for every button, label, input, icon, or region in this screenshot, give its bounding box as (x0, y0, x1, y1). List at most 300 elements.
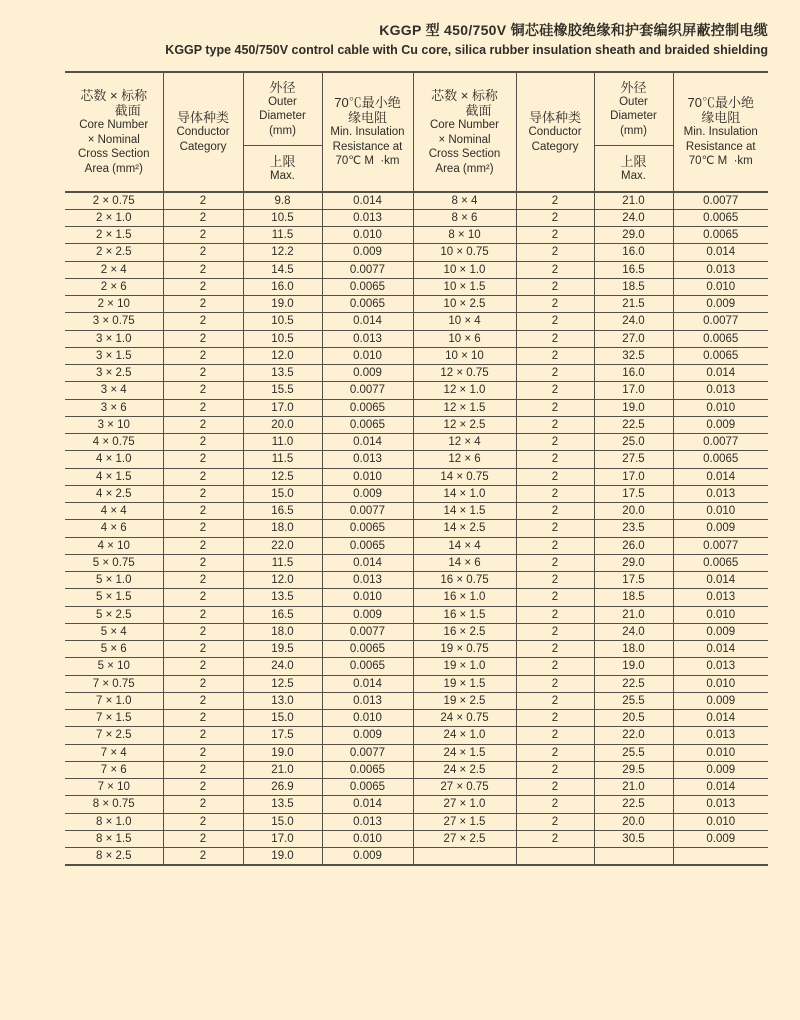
cell-core-spec: 7 × 1.5 (65, 710, 163, 727)
title-block (0, 0, 800, 58)
cell-insulation-resistance: 0.0065 (673, 451, 768, 468)
cell-core-spec: 14 × 0.75 (413, 468, 516, 485)
header-line-zh: 导体种类 (176, 110, 229, 125)
cell-conductor-category: 2 (516, 296, 594, 313)
cell-outer-diameter: 10.5 (243, 313, 322, 330)
cell-core-spec: 14 × 1.5 (413, 503, 516, 520)
header-line-en: Core Number (429, 119, 500, 131)
cell-core-spec: 10 × 6 (413, 330, 516, 347)
header-line-en: Diameter (259, 110, 306, 122)
cell-core-spec: 27 × 0.75 (413, 779, 516, 796)
cell-conductor-category: 2 (163, 623, 243, 640)
cell-core-spec: 10 × 0.75 (413, 244, 516, 261)
cell-insulation-resistance: 0.014 (673, 468, 768, 485)
cell-outer-diameter: 25.5 (594, 692, 673, 709)
cell-conductor-category: 2 (516, 209, 594, 226)
cell-core-spec: 19 × 2.5 (413, 692, 516, 709)
header-conductor-right (516, 72, 594, 192)
cell-core-spec: 3 × 10 (65, 416, 163, 433)
table-row (65, 330, 768, 347)
cell-outer-diameter: 12.5 (243, 468, 322, 485)
cell-core-spec: 8 × 0.75 (65, 796, 163, 813)
header-line-en: 70℃ M ·km (688, 155, 753, 168)
cell-insulation-resistance: 0.0065 (322, 537, 413, 554)
cell-insulation-resistance: 0.0077 (673, 192, 768, 209)
cell-conductor-category: 2 (516, 623, 594, 640)
cell-insulation-resistance: 0.0077 (673, 434, 768, 451)
cell-outer-diameter: 20.0 (594, 503, 673, 520)
table-row (65, 416, 768, 433)
header-max-left (243, 145, 322, 192)
table-row (65, 434, 768, 451)
cell-insulation-resistance: 0.009 (322, 727, 413, 744)
cell-conductor-category: 2 (516, 554, 594, 571)
cell-conductor-category: 2 (163, 227, 243, 244)
cell-core-spec: 8 × 1.5 (65, 830, 163, 847)
cell-core-spec: 8 × 4 (413, 192, 516, 209)
table-row (65, 761, 768, 778)
cell-outer-diameter: 23.5 (594, 520, 673, 537)
header-line-zh: 外径 (269, 79, 296, 95)
cell-conductor-category: 2 (163, 313, 243, 330)
cell-outer-diameter: 12.0 (243, 347, 322, 364)
cell-core-spec: 5 × 1.0 (65, 572, 163, 589)
cell-insulation-resistance: 0.014 (673, 779, 768, 796)
cell-outer-diameter: 15.0 (243, 485, 322, 502)
cell-core-spec: 2 × 1.5 (65, 227, 163, 244)
header-diameter-right (594, 72, 673, 145)
cell-outer-diameter: 32.5 (594, 347, 673, 364)
cell-insulation-resistance: 0.009 (673, 416, 768, 433)
cell-conductor-category: 2 (163, 589, 243, 606)
cell-core-spec: 8 × 2.5 (65, 848, 163, 865)
cell-outer-diameter: 16.0 (243, 278, 322, 295)
cell-core-spec: 3 × 1.0 (65, 330, 163, 347)
cell-core-spec: 7 × 4 (65, 744, 163, 761)
cell-insulation-resistance: 0.0077 (322, 503, 413, 520)
cell-core-spec: 10 × 10 (413, 347, 516, 364)
cell-core-spec: 5 × 0.75 (65, 554, 163, 571)
cell-outer-diameter: 21.0 (243, 761, 322, 778)
cell-outer-diameter: 17.0 (594, 382, 673, 399)
cell-conductor-category: 2 (516, 606, 594, 623)
cell-conductor-category: 2 (516, 520, 594, 537)
cell-conductor-category: 2 (163, 416, 243, 433)
cell-core-spec: 16 × 0.75 (413, 572, 516, 589)
cell-conductor-category: 2 (163, 347, 243, 364)
table-row (65, 278, 768, 295)
cell-outer-diameter: 22.5 (594, 796, 673, 813)
cell-core-spec: 8 × 6 (413, 209, 516, 226)
cell-outer-diameter (594, 848, 673, 865)
cell-insulation-resistance: 0.010 (322, 830, 413, 847)
cell-insulation-resistance: 0.0065 (322, 278, 413, 295)
cell-insulation-resistance: 0.013 (322, 813, 413, 830)
cell-insulation-resistance: 0.0065 (673, 347, 768, 364)
cell-outer-diameter: 18.5 (594, 589, 673, 606)
cell-core-spec: 4 × 1.5 (65, 468, 163, 485)
header-core-right (413, 72, 516, 192)
table-row (65, 692, 768, 709)
cell-outer-diameter: 20.0 (243, 416, 322, 433)
cell-conductor-category: 2 (163, 468, 243, 485)
cell-core-spec: 5 × 6 (65, 641, 163, 658)
cell-insulation-resistance: 0.014 (673, 641, 768, 658)
cell-outer-diameter: 18.0 (594, 641, 673, 658)
cell-conductor-category: 2 (516, 744, 594, 761)
cell-outer-diameter: 10.5 (243, 209, 322, 226)
cell-insulation-resistance: 0.013 (673, 485, 768, 502)
cell-insulation-resistance: 0.010 (322, 227, 413, 244)
cell-outer-diameter: 24.0 (243, 658, 322, 675)
cell-insulation-resistance: 0.014 (673, 572, 768, 589)
cell-outer-diameter: 12.5 (243, 675, 322, 692)
cell-outer-diameter: 29.0 (594, 227, 673, 244)
cell-conductor-category: 2 (163, 675, 243, 692)
cell-outer-diameter: 24.0 (594, 623, 673, 640)
cell-outer-diameter: 26.9 (243, 779, 322, 796)
cell-conductor-category: 2 (516, 813, 594, 830)
cell-core-spec: 12 × 0.75 (413, 365, 516, 382)
table-row (65, 227, 768, 244)
cell-core-spec: 19 × 0.75 (413, 641, 516, 658)
cell-insulation-resistance: 0.013 (673, 727, 768, 744)
header-line-en: 70℃ M ·km (335, 155, 400, 168)
header-line-en: Core Number (79, 119, 149, 131)
cell-conductor-category: 2 (163, 606, 243, 623)
cell-conductor-category: 2 (163, 554, 243, 571)
cell-insulation-resistance: 0.013 (673, 261, 768, 278)
header-line-zh: 上限 (620, 153, 647, 169)
cell-core-spec: 12 × 1.0 (413, 382, 516, 399)
cell-insulation-resistance: 0.009 (673, 830, 768, 847)
cell-insulation-resistance: 0.010 (322, 347, 413, 364)
cell-insulation-resistance: 0.013 (322, 572, 413, 589)
cell-core-spec: 8 × 1.0 (65, 813, 163, 830)
header-line-en: Area (mm²) (84, 162, 143, 175)
cell-insulation-resistance: 0.013 (673, 658, 768, 675)
cell-outer-diameter: 10.5 (243, 330, 322, 347)
cell-core-spec: 16 × 2.5 (413, 623, 516, 640)
cell-conductor-category: 2 (163, 813, 243, 830)
header-line-zh: 缘电阻 (701, 110, 741, 126)
cell-outer-diameter: 21.0 (594, 779, 673, 796)
header-line-en: Area (mm²) (435, 162, 494, 175)
header-line-en: (mm) (620, 124, 647, 137)
cell-conductor-category: 2 (163, 744, 243, 761)
cell-core-spec: 3 × 1.5 (65, 347, 163, 364)
cell-outer-diameter: 19.5 (243, 641, 322, 658)
cell-conductor-category: 2 (163, 451, 243, 468)
cell-conductor-category: 2 (163, 192, 243, 209)
cell-conductor-category: 2 (163, 278, 243, 295)
cell-conductor-category: 2 (516, 830, 594, 847)
cell-outer-diameter: 19.0 (243, 296, 322, 313)
cell-outer-diameter: 16.5 (594, 261, 673, 278)
cell-core-spec: 24 × 1.0 (413, 727, 516, 744)
cell-core-spec: 27 × 1.0 (413, 796, 516, 813)
cell-core-spec: 14 × 4 (413, 537, 516, 554)
table-row (65, 572, 768, 589)
header-line-en: Cross Section (428, 148, 501, 160)
cell-conductor-category: 2 (516, 572, 594, 589)
cell-conductor-category: 2 (163, 641, 243, 658)
cell-outer-diameter: 20.0 (594, 813, 673, 830)
cell-conductor-category: 2 (516, 675, 594, 692)
table-row (65, 813, 768, 830)
cell-conductor-category: 2 (163, 296, 243, 313)
table-row (65, 261, 768, 278)
cell-insulation-resistance: 0.0065 (322, 520, 413, 537)
cell-core-spec: 27 × 2.5 (413, 830, 516, 847)
cell-outer-diameter: 17.0 (243, 399, 322, 416)
header-resistance-left (322, 72, 413, 192)
cell-core-spec: 14 × 2.5 (413, 520, 516, 537)
cell-conductor-category: 2 (163, 796, 243, 813)
cell-core-spec: 10 × 1.5 (413, 278, 516, 295)
header-line-en: Conductor (528, 126, 582, 138)
cell-core-spec: 27 × 1.5 (413, 813, 516, 830)
cell-insulation-resistance: 0.013 (322, 330, 413, 347)
cell-outer-diameter: 20.5 (594, 710, 673, 727)
cell-insulation-resistance: 0.010 (322, 468, 413, 485)
cell-insulation-resistance: 0.014 (673, 710, 768, 727)
cell-outer-diameter: 11.5 (243, 554, 322, 571)
cell-insulation-resistance: 0.0077 (322, 744, 413, 761)
cell-outer-diameter: 22.5 (594, 416, 673, 433)
cell-conductor-category: 2 (163, 261, 243, 278)
cell-insulation-resistance: 0.013 (322, 209, 413, 226)
cell-outer-diameter: 14.5 (243, 261, 322, 278)
cell-core-spec: 14 × 6 (413, 554, 516, 571)
cell-outer-diameter: 26.0 (594, 537, 673, 554)
table-row (65, 313, 768, 330)
cell-insulation-resistance: 0.014 (322, 554, 413, 571)
cell-insulation-resistance: 0.0065 (322, 399, 413, 416)
cell-insulation-resistance: 0.0077 (322, 261, 413, 278)
cell-outer-diameter: 12.2 (243, 244, 322, 261)
cell-insulation-resistance: 0.010 (322, 710, 413, 727)
cell-core-spec: 3 × 2.5 (65, 365, 163, 382)
cell-conductor-category: 2 (163, 761, 243, 778)
table-row (65, 779, 768, 796)
cell-core-spec: 10 × 4 (413, 313, 516, 330)
cell-conductor-category: 2 (516, 485, 594, 502)
cell-core-spec: 4 × 0.75 (65, 434, 163, 451)
header-line-zh: 芯数 × 标称 (80, 88, 148, 103)
cell-outer-diameter: 12.0 (243, 572, 322, 589)
cell-insulation-resistance: 0.013 (673, 382, 768, 399)
cell-conductor-category: 2 (516, 434, 594, 451)
cell-conductor-category: 2 (163, 330, 243, 347)
cell-conductor-category: 2 (163, 692, 243, 709)
header-line-zh: 缘电阻 (347, 110, 387, 126)
cell-outer-diameter: 18.5 (594, 278, 673, 295)
cell-conductor-category: 2 (163, 244, 243, 261)
header-diameter-left (243, 72, 322, 145)
table-row (65, 209, 768, 226)
cell-insulation-resistance: 0.009 (322, 848, 413, 865)
cell-outer-diameter: 29.5 (594, 761, 673, 778)
cell-core-spec: 5 × 10 (65, 658, 163, 675)
header-line-en: × Nominal (87, 133, 140, 146)
header-line-en: Category (179, 140, 227, 153)
cell-outer-diameter: 18.0 (243, 623, 322, 640)
cell-insulation-resistance: 0.014 (673, 365, 768, 382)
cell-conductor-category: 2 (163, 710, 243, 727)
table-row (65, 382, 768, 399)
cell-outer-diameter: 22.0 (594, 727, 673, 744)
cell-conductor-category: 2 (516, 779, 594, 796)
cell-conductor-category: 2 (516, 365, 594, 382)
header-resistance-right (673, 72, 768, 192)
cell-core-spec: 4 × 2.5 (65, 485, 163, 502)
cell-insulation-resistance: 0.010 (673, 503, 768, 520)
cell-outer-diameter: 13.5 (243, 589, 322, 606)
cell-conductor-category: 2 (516, 641, 594, 658)
cell-conductor-category: 2 (163, 399, 243, 416)
cell-conductor-category: 2 (516, 710, 594, 727)
cell-conductor-category: 2 (516, 244, 594, 261)
cell-conductor-category: 2 (516, 227, 594, 244)
cell-insulation-resistance: 0.0065 (322, 658, 413, 675)
cell-conductor-category: 2 (516, 796, 594, 813)
cell-insulation-resistance: 0.014 (322, 675, 413, 692)
cell-insulation-resistance: 0.013 (673, 589, 768, 606)
cell-conductor-category: 2 (516, 589, 594, 606)
cell-insulation-resistance: 0.009 (673, 296, 768, 313)
cell-insulation-resistance: 0.0077 (673, 537, 768, 554)
cell-conductor-category: 2 (163, 365, 243, 382)
cell-core-spec: 10 × 2.5 (413, 296, 516, 313)
cell-core-spec: 5 × 4 (65, 623, 163, 640)
header-line-zh: 截面 (114, 103, 141, 118)
table-row (65, 468, 768, 485)
header-line-zh: 截面 (465, 103, 492, 118)
cell-outer-diameter: 9.8 (243, 192, 322, 209)
cell-insulation-resistance: 0.0065 (322, 641, 413, 658)
cell-insulation-resistance: 0.014 (673, 244, 768, 261)
cell-insulation-resistance: 0.0065 (673, 227, 768, 244)
header-line-en: Min. Insulation (330, 126, 405, 139)
table-header (65, 72, 768, 192)
cell-conductor-category: 2 (516, 192, 594, 209)
cell-insulation-resistance: 0.009 (673, 520, 768, 537)
header-line-zh: 外径 (620, 79, 647, 95)
cell-conductor-category: 2 (163, 779, 243, 796)
cell-core-spec: 12 × 1.5 (413, 399, 516, 416)
cell-insulation-resistance: 0.010 (673, 399, 768, 416)
cell-conductor-category: 2 (516, 537, 594, 554)
header-line-en: Outer (619, 95, 648, 108)
cell-outer-diameter: 19.0 (243, 848, 322, 865)
cell-outer-diameter: 11.5 (243, 451, 322, 468)
cell-core-spec: 4 × 1.0 (65, 451, 163, 468)
cell-outer-diameter: 13.5 (243, 796, 322, 813)
cell-core-spec: 19 × 1.0 (413, 658, 516, 675)
cell-core-spec: 12 × 6 (413, 451, 516, 468)
table-row (65, 485, 768, 502)
table-row (65, 830, 768, 847)
cell-insulation-resistance: 0.009 (673, 623, 768, 640)
cell-core-spec: 7 × 10 (65, 779, 163, 796)
cell-conductor-category: 2 (163, 658, 243, 675)
cell-outer-diameter: 24.0 (594, 209, 673, 226)
cell-insulation-resistance (673, 848, 768, 865)
cell-conductor-category: 2 (516, 503, 594, 520)
cell-conductor-category: 2 (516, 451, 594, 468)
cell-conductor-category: 2 (163, 382, 243, 399)
cell-outer-diameter: 18.0 (243, 520, 322, 537)
cell-insulation-resistance: 0.009 (673, 692, 768, 709)
cell-outer-diameter: 27.5 (594, 451, 673, 468)
table-row (65, 399, 768, 416)
cell-conductor-category: 2 (516, 399, 594, 416)
table-row (65, 192, 768, 209)
cell-insulation-resistance: 0.009 (322, 365, 413, 382)
header-conductor-left (163, 72, 243, 192)
cell-core-spec: 16 × 1.0 (413, 589, 516, 606)
cell-core-spec: 12 × 4 (413, 434, 516, 451)
cell-insulation-resistance: 0.013 (322, 451, 413, 468)
header-line-zh: 70℃最小绝 (687, 95, 754, 111)
cell-core-spec: 12 × 2.5 (413, 416, 516, 433)
cell-core-spec: 4 × 4 (65, 503, 163, 520)
cell-insulation-resistance: 0.0065 (673, 554, 768, 571)
cell-core-spec: 24 × 0.75 (413, 710, 516, 727)
cell-insulation-resistance: 0.0065 (322, 296, 413, 313)
cell-core-spec: 3 × 0.75 (65, 313, 163, 330)
table-row (65, 606, 768, 623)
cell-core-spec: 5 × 1.5 (65, 589, 163, 606)
cell-insulation-resistance: 0.013 (673, 796, 768, 813)
cell-insulation-resistance: 0.0077 (322, 382, 413, 399)
cell-core-spec: 7 × 6 (65, 761, 163, 778)
cell-insulation-resistance: 0.010 (673, 813, 768, 830)
cell-outer-diameter: 16.5 (243, 606, 322, 623)
cell-core-spec: 14 × 1.0 (413, 485, 516, 502)
cell-conductor-category: 2 (163, 537, 243, 554)
cell-core-spec: 2 × 2.5 (65, 244, 163, 261)
cell-conductor-category: 2 (163, 848, 243, 865)
cell-core-spec: 16 × 1.5 (413, 606, 516, 623)
cell-conductor-category: 2 (516, 468, 594, 485)
header-line-en: Max. (270, 169, 295, 182)
cell-conductor-category: 2 (516, 727, 594, 744)
table-row (65, 244, 768, 261)
table-row (65, 537, 768, 554)
cell-core-spec: 7 × 1.0 (65, 692, 163, 709)
cell-core-spec: 2 × 10 (65, 296, 163, 313)
cell-conductor-category: 2 (516, 692, 594, 709)
cell-outer-diameter: 13.0 (243, 692, 322, 709)
header-line-en: Category (531, 140, 579, 153)
header-line-en: Cross Section (77, 148, 150, 160)
cell-conductor-category: 2 (516, 416, 594, 433)
table-row (65, 554, 768, 571)
header-line-en: Min. Insulation (683, 126, 758, 139)
cell-outer-diameter: 16.0 (594, 244, 673, 261)
cell-insulation-resistance: 0.014 (322, 796, 413, 813)
cell-outer-diameter: 25.0 (594, 434, 673, 451)
cell-insulation-resistance: 0.010 (322, 589, 413, 606)
cell-conductor-category: 2 (163, 830, 243, 847)
cell-insulation-resistance: 0.0077 (322, 623, 413, 640)
table-row (65, 658, 768, 675)
cell-conductor-category: 2 (516, 347, 594, 364)
cell-conductor-category: 2 (516, 330, 594, 347)
header-line-zh: 芯数 × 标称 (431, 88, 498, 103)
